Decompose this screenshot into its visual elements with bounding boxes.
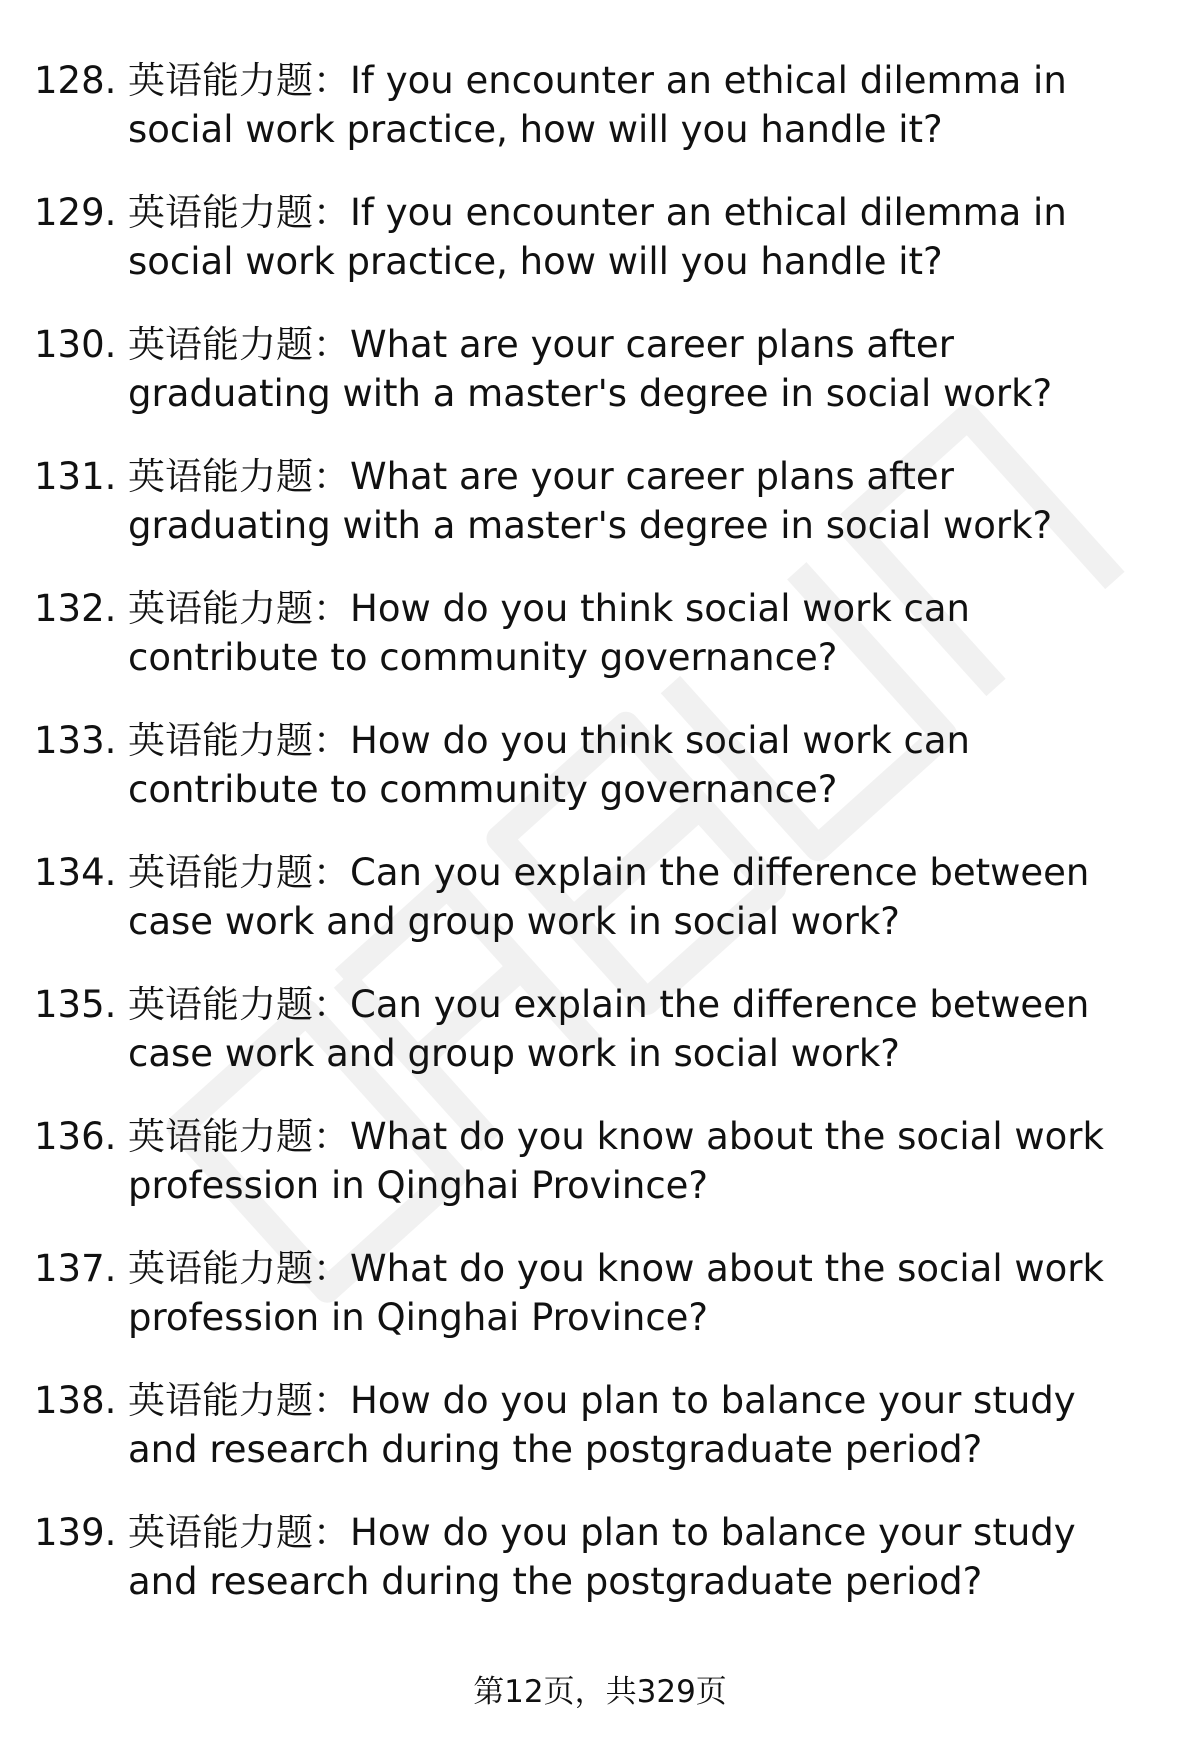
question-number: 136. bbox=[34, 1115, 117, 1158]
question-tag: 英语能力题： bbox=[128, 983, 350, 1026]
question-body bbox=[128, 452, 1143, 550]
question-item bbox=[0, 848, 1200, 980]
question-number: 139. bbox=[34, 1511, 117, 1554]
question-text: What are your career plans after graduating with a master's degree in social work? bbox=[128, 323, 1053, 415]
question-item bbox=[0, 188, 1200, 320]
question-number: 138. bbox=[34, 1379, 117, 1422]
question-item bbox=[0, 56, 1200, 188]
question-list bbox=[0, 56, 1200, 1640]
question-body bbox=[128, 716, 1143, 814]
question-text: What are your career plans after graduating with a master's degree in social work? bbox=[128, 455, 1053, 547]
question-body bbox=[128, 1508, 1143, 1606]
question-number: 131. bbox=[34, 455, 117, 498]
question-tag: 英语能力题： bbox=[128, 719, 350, 762]
question-item bbox=[0, 452, 1200, 584]
question-tag: 英语能力题： bbox=[128, 323, 350, 366]
question-text: What do you know about the social work profession in Qinghai Province? bbox=[128, 1115, 1104, 1207]
question-body bbox=[128, 848, 1143, 946]
question-body bbox=[128, 1376, 1143, 1474]
question-body bbox=[128, 188, 1143, 286]
question-body bbox=[128, 980, 1143, 1078]
question-text: How do you think social work can contribute to community governance? bbox=[128, 587, 971, 679]
question-number: 128. bbox=[34, 59, 117, 102]
question-tag: 英语能力题： bbox=[128, 851, 350, 894]
question-body bbox=[128, 1244, 1143, 1342]
question-tag: 英语能力题： bbox=[128, 455, 350, 498]
question-tag: 英语能力题： bbox=[128, 587, 350, 630]
question-number: 133. bbox=[34, 719, 117, 762]
question-tag: 英语能力题： bbox=[128, 1379, 350, 1422]
question-text: How do you plan to balance your study and research during the postgraduate period? bbox=[128, 1379, 1076, 1471]
question-item bbox=[0, 1376, 1200, 1508]
question-tag: 英语能力题： bbox=[128, 1115, 350, 1158]
question-body bbox=[128, 1112, 1143, 1210]
question-item bbox=[0, 320, 1200, 452]
question-text: Can you explain the difference between case work and group work in social work? bbox=[128, 983, 1090, 1075]
question-text: How do you plan to balance your study and research during the postgraduate period? bbox=[128, 1511, 1076, 1603]
question-number: 132. bbox=[34, 587, 117, 630]
question-number: 134. bbox=[34, 851, 117, 894]
question-item bbox=[0, 584, 1200, 716]
question-body bbox=[128, 320, 1143, 418]
question-number: 129. bbox=[34, 191, 117, 234]
question-number: 137. bbox=[34, 1247, 117, 1290]
question-text: How do you think social work can contribute to community governance? bbox=[128, 719, 971, 811]
question-text: If you encounter an ethical dilemma in social work practice, how will you handle it? bbox=[128, 191, 1067, 283]
question-item bbox=[0, 1244, 1200, 1376]
question-tag: 英语能力题： bbox=[128, 191, 350, 234]
question-item bbox=[0, 716, 1200, 848]
question-tag: 英语能力题： bbox=[128, 59, 350, 102]
question-item bbox=[0, 980, 1200, 1112]
question-number: 130. bbox=[34, 323, 117, 366]
question-item bbox=[0, 1112, 1200, 1244]
question-body bbox=[128, 584, 1143, 682]
page-footer: 第12页，共329页 bbox=[473, 1674, 727, 1710]
question-text: What do you know about the social work profession in Qinghai Province? bbox=[128, 1247, 1104, 1339]
question-item bbox=[0, 1508, 1200, 1640]
question-tag: 英语能力题： bbox=[128, 1247, 350, 1290]
question-text: If you encounter an ethical dilemma in social work practice, how will you handle it? bbox=[128, 59, 1067, 151]
question-text: Can you explain the difference between case work and group work in social work? bbox=[128, 851, 1090, 943]
question-tag: 英语能力题： bbox=[128, 1511, 350, 1554]
question-body bbox=[128, 56, 1143, 154]
question-number: 135. bbox=[34, 983, 117, 1026]
